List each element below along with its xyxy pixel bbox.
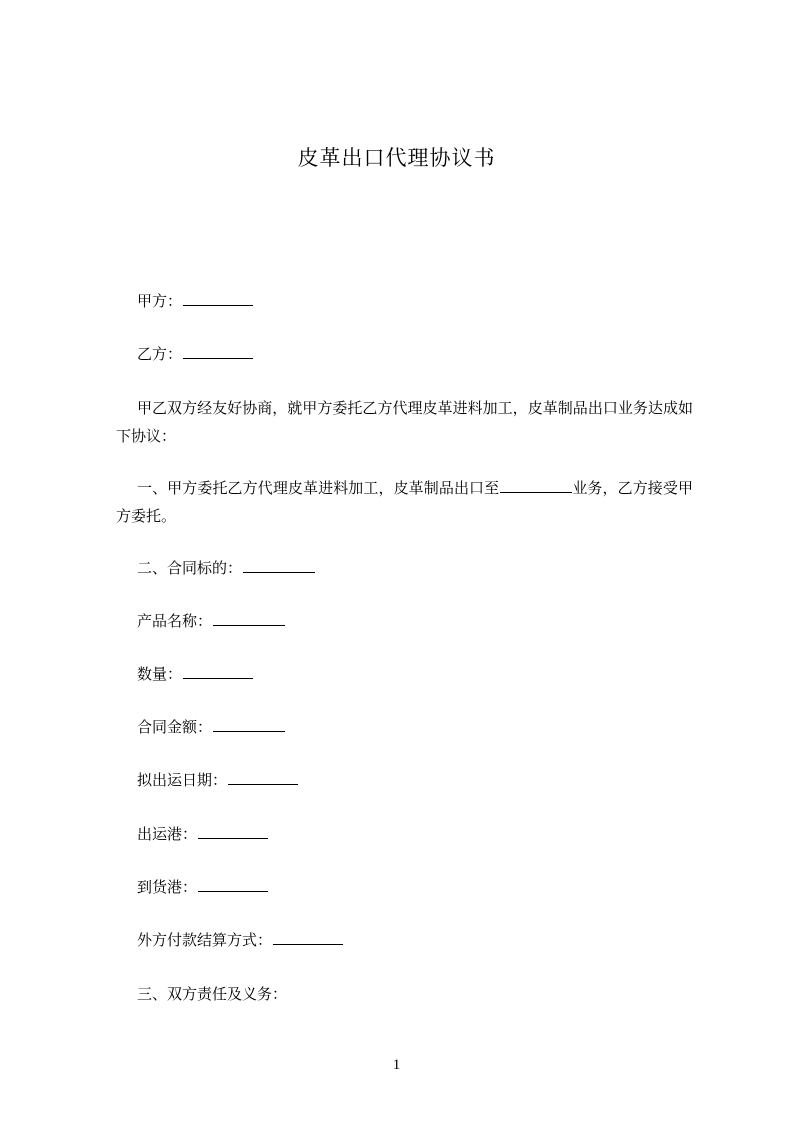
contract-subject-blank[interactable]: [243, 560, 315, 573]
clause-3-label: 三、双方责任及义务：: [137, 985, 288, 1003]
clause-1-text-after: 业务，乙方接受甲方委托。: [116, 479, 693, 525]
contract-amount-blank[interactable]: [213, 719, 285, 732]
ship-date-blank[interactable]: [228, 772, 298, 785]
port-of-shipment-blank[interactable]: [198, 826, 268, 839]
clause-2-label: 二、合同标的：: [137, 559, 243, 577]
clause-1-text-before: 一、甲方委托乙方代理皮革进料加工，皮革制品出口至: [137, 479, 500, 497]
quantity-line: [137, 666, 253, 682]
payment-method-blank[interactable]: [273, 932, 343, 945]
document-title: 皮革出口代理协议书: [297, 146, 496, 170]
ship-date-label: 拟出运日期：: [137, 771, 228, 789]
party-b-line: [137, 346, 253, 362]
port-of-destination-line: [137, 879, 268, 895]
ship-date-line: [137, 772, 298, 788]
clause-1-destination-blank[interactable]: [500, 480, 572, 493]
party-a-label: 甲方：: [137, 292, 183, 310]
port-of-destination-blank[interactable]: [198, 879, 268, 892]
party-b-label: 乙方：: [137, 345, 183, 363]
quantity-label: 数量：: [137, 665, 183, 683]
party-b-blank[interactable]: [183, 346, 253, 359]
product-name-label: 产品名称：: [137, 612, 213, 630]
page-number: 1: [392, 1057, 401, 1073]
payment-method-label: 外方付款结算方式：: [137, 931, 273, 949]
port-of-shipment-line: [137, 826, 268, 842]
port-of-shipment-label: 出运港：: [137, 825, 198, 843]
contract-amount-line: [137, 719, 285, 735]
clause-2-line: [137, 560, 315, 576]
intro-paragraph: 甲乙双方经友好协商，就甲方委托乙方代理皮革进料加工，皮革制品出口业务达成如下协议：: [116, 399, 693, 445]
payment-method-line: [137, 932, 343, 948]
port-of-destination-label: 到货港：: [137, 878, 198, 896]
quantity-blank[interactable]: [183, 666, 253, 679]
clause-3-line: [137, 986, 287, 1002]
clause-1-paragraph: [116, 474, 693, 530]
party-a-line: [137, 293, 253, 309]
product-name-blank[interactable]: [213, 613, 285, 626]
contract-amount-label: 合同金额：: [137, 718, 213, 736]
party-a-blank[interactable]: [183, 293, 253, 306]
product-name-line: [137, 613, 285, 629]
